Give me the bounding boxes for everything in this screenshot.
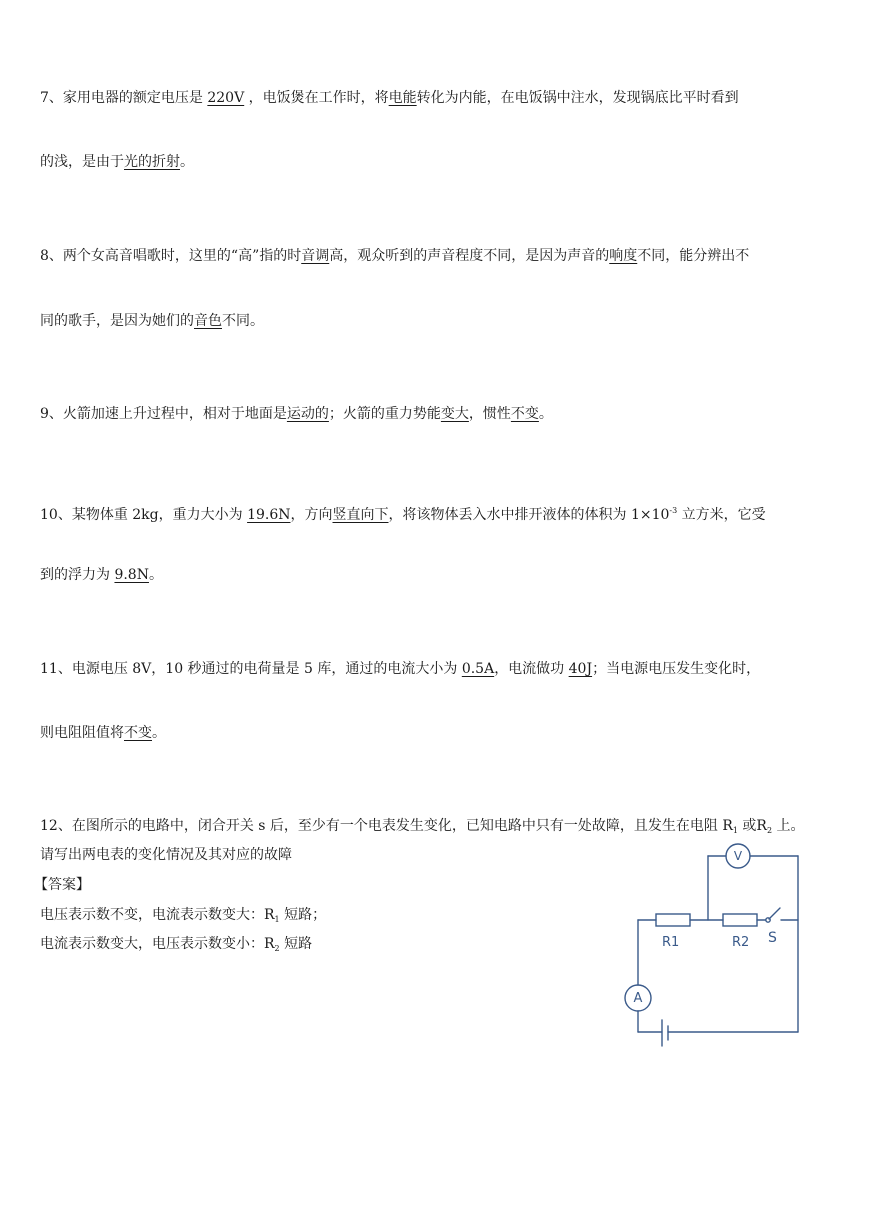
ammeter-label: A: [633, 991, 643, 1006]
q9-text: 。: [538, 406, 553, 422]
q11-text: ；当电源电压发生变化时，: [592, 661, 761, 677]
q10-exponent: -3: [669, 506, 678, 515]
q7-text: 的浅，是由于: [40, 154, 124, 170]
q7-text: ，电饭煲在工作时，将: [244, 90, 389, 106]
q10-text: 10、某物体重 2kg，重力大小为: [40, 507, 248, 523]
q10-line1: [40, 502, 766, 524]
answer-text: 短路；: [279, 907, 327, 923]
q12-line1: [40, 817, 805, 840]
q11-text: ，电流做功: [494, 661, 569, 677]
q8-line2: [40, 312, 264, 330]
q9-text: ，惯性: [468, 406, 511, 422]
q8-line1: [40, 247, 749, 265]
answer-title: 【答案】: [34, 877, 90, 893]
q12-subscript: 1: [732, 826, 738, 835]
voltmeter-label: V: [733, 849, 743, 863]
q8-answer-timbre: 音色: [194, 313, 222, 329]
q10-answer-buoyancy: 9.8N: [114, 567, 149, 583]
q11-text: 。: [152, 725, 166, 741]
q10-line2: [40, 566, 163, 584]
answer-subscript: 1: [274, 915, 280, 924]
q11-text: 则电阻阻值将: [40, 725, 124, 741]
answer-line1: [40, 906, 326, 929]
q7-answer-energy: 电能: [388, 90, 417, 106]
answer-heading: [34, 876, 90, 894]
r1-label: R1: [662, 935, 680, 950]
q11-line1: [40, 660, 760, 678]
q11-answer-resistance: 不变: [124, 725, 152, 741]
q10-text: 。: [148, 567, 163, 583]
q8-answer-pitch: 音调: [301, 248, 330, 264]
q11-answer-work: 40J: [568, 661, 593, 677]
q10-text: ，方向: [290, 507, 333, 523]
switch-blade-icon: [769, 908, 780, 919]
q8-text: 高，观众听到的声音程度不同，是因为声音的: [329, 248, 610, 264]
switch-label: S: [768, 930, 777, 946]
q10-answer-gravity: 19.6N: [247, 507, 291, 523]
q9-answer-motion: 运动的: [286, 406, 329, 422]
q12-line2: [40, 846, 292, 864]
q8-answer-loudness: 响度: [609, 248, 638, 264]
q12-text: 12、在图所示的电路中，闭合开关 s 后，至少有一个电表发生变化，已知电路中只有一处故障，且发生在电阻 R: [40, 818, 733, 834]
answer-text: 短路: [279, 936, 313, 952]
q10-text: 到的浮力为: [40, 567, 115, 583]
q7-text: 转化为内能，在电饭锅中注水，发现锅底比平时看到: [416, 90, 739, 106]
q7-answer-voltage: 220V: [207, 90, 245, 106]
q9-text: ；火箭的重力势能: [328, 406, 441, 422]
q8-text: 不同，能分辨出不: [637, 248, 750, 264]
q7-line1: [40, 89, 739, 107]
q11-text: 11、电源电压 8V，10 秒通过的电荷量是 5 库，通过的电流大小为: [40, 661, 462, 677]
answer-text: 电压表示数不变，电流表示数变大：R: [40, 907, 275, 923]
circuit-diagram: [618, 842, 818, 1062]
r2-label: R2: [732, 935, 750, 950]
q9-answer-inertia: 不变: [510, 406, 539, 422]
q7-line2: [40, 153, 194, 171]
q10-text: ，将该物体丢入水中排开液体的体积为 1×10: [388, 507, 670, 523]
q7-text: 7、家用电器的额定电压是: [40, 90, 208, 106]
q10-text: 立方米，它受: [677, 507, 766, 523]
q8-text: 8、两个女高音唱歌时，这里的“高”指的时: [40, 248, 302, 264]
answer-line2: [40, 935, 312, 958]
answer-subscript: 2: [274, 944, 280, 953]
resistor-r1-icon: [656, 914, 690, 926]
q8-text: 不同。: [222, 313, 264, 329]
q12-text: 或R: [737, 818, 767, 834]
q11-answer-current: 0.5A: [461, 661, 495, 677]
q12-subscript: 2: [766, 826, 773, 835]
q9-line1: [40, 405, 553, 423]
q12-text: 上。: [772, 818, 805, 834]
q9-answer-potential: 变大: [440, 406, 469, 422]
q11-line2: [40, 724, 166, 742]
q9-text: 9、火箭加速上升过程中，相对于地面是: [40, 406, 287, 422]
answer-text: 电流表示数变大，电压表示数变小：R: [40, 936, 275, 952]
resistor-r2-icon: [723, 914, 757, 926]
q7-text: 。: [180, 154, 194, 170]
q8-text: 同的歌手，是因为她们的: [40, 313, 194, 329]
q7-answer-refraction: 光的折射: [124, 154, 180, 170]
q12-prompt: 请写出两电表的变化情况及其对应的故障: [40, 847, 292, 863]
q10-answer-direction: 竖直向下: [332, 507, 389, 523]
